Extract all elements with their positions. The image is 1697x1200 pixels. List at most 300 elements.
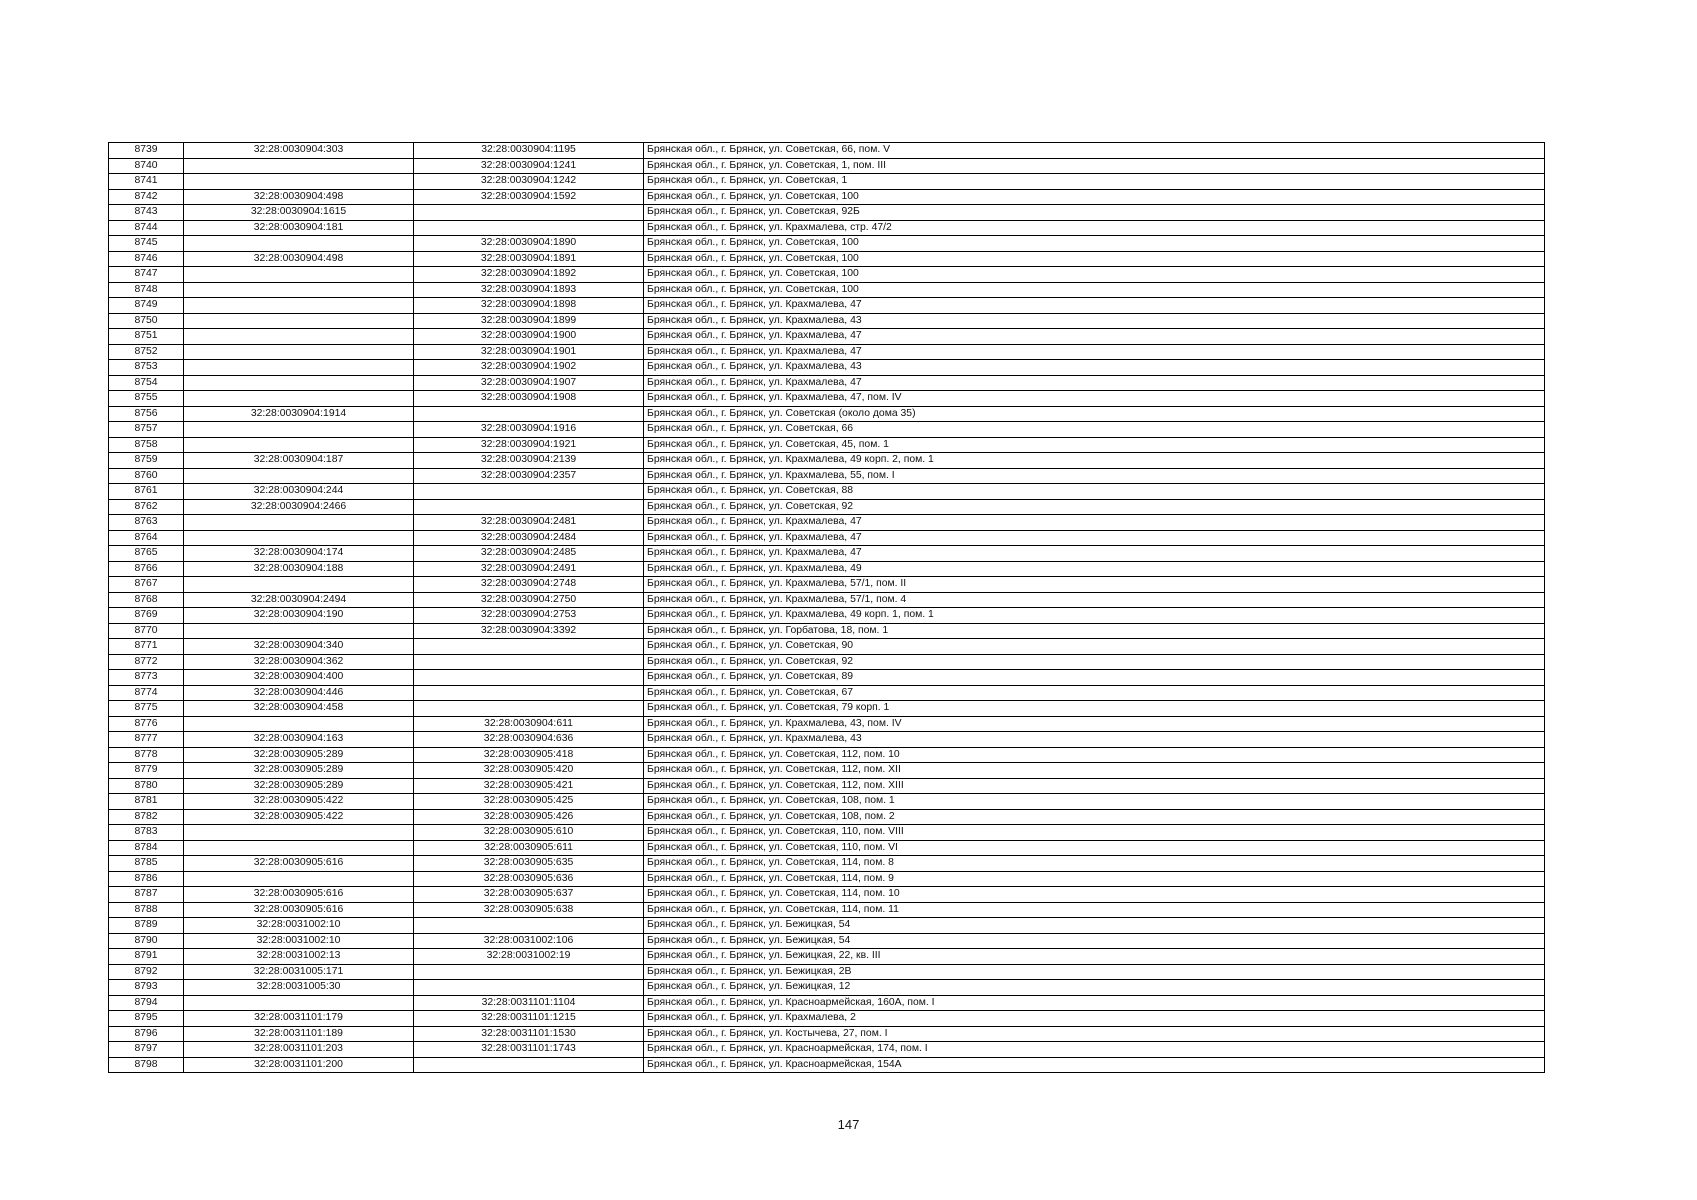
- parcel-number-cell: [184, 329, 414, 345]
- row-number-cell: 8749: [109, 298, 184, 314]
- table-row: [109, 608, 1545, 624]
- parcel-number-cell: 32:28:0031005:171: [184, 964, 414, 980]
- object-number-cell: 32:28:0030905:420: [414, 763, 644, 779]
- address-cell: Брянская обл., г. Брянск, ул. Крахмалева, 43: [644, 313, 1545, 329]
- row-number-cell: 8791: [109, 949, 184, 965]
- address-cell: Брянская обл., г. Брянск, ул. Бежицкая, 12: [644, 980, 1545, 996]
- parcel-number-cell: [184, 236, 414, 252]
- parcel-number-cell: 32:28:0030904:187: [184, 453, 414, 469]
- row-number-cell: 8761: [109, 484, 184, 500]
- object-number-cell: 32:28:0030904:2748: [414, 577, 644, 593]
- row-number-cell: 8785: [109, 856, 184, 872]
- address-cell: Брянская обл., г. Брянск, ул. Советская, 67: [644, 685, 1545, 701]
- table-row: [109, 189, 1545, 205]
- address-cell: Брянская обл., г. Брянск, ул. Крахмалева, 47: [644, 375, 1545, 391]
- table-row: [109, 143, 1545, 159]
- parcel-number-cell: 32:28:0030904:400: [184, 670, 414, 686]
- parcel-number-cell: 32:28:0030905:289: [184, 747, 414, 763]
- row-number-cell: 8759: [109, 453, 184, 469]
- table-row: [109, 763, 1545, 779]
- table-row: [109, 1057, 1545, 1073]
- row-number-cell: 8773: [109, 670, 184, 686]
- table-row: [109, 778, 1545, 794]
- parcel-number-cell: [184, 623, 414, 639]
- object-number-cell: [414, 205, 644, 221]
- table-row: [109, 391, 1545, 407]
- row-number-cell: 8792: [109, 964, 184, 980]
- table-row: [109, 329, 1545, 345]
- address-cell: Брянская обл., г. Брянск, ул. Крахмалева, 47: [644, 530, 1545, 546]
- table-row: [109, 344, 1545, 360]
- row-number-cell: 8763: [109, 515, 184, 531]
- address-cell: Брянская обл., г. Брянск, ул. Крахмалева, 47, пом. IV: [644, 391, 1545, 407]
- object-number-cell: [414, 670, 644, 686]
- table-row: [109, 995, 1545, 1011]
- object-number-cell: 32:28:0031002:106: [414, 933, 644, 949]
- address-cell: Брянская обл., г. Брянск, ул. Красноармейская, 154А: [644, 1057, 1545, 1073]
- object-number-cell: 32:28:0030904:1899: [414, 313, 644, 329]
- object-number-cell: 32:28:0030904:2750: [414, 592, 644, 608]
- address-cell: Брянская обл., г. Брянск, ул. Бежицкая, 54: [644, 918, 1545, 934]
- row-number-cell: 8743: [109, 205, 184, 221]
- object-number-cell: 32:28:0030904:2484: [414, 530, 644, 546]
- row-number-cell: 8762: [109, 499, 184, 515]
- row-number-cell: 8787: [109, 887, 184, 903]
- address-cell: Брянская обл., г. Брянск, ул. Крахмалева, 43: [644, 360, 1545, 376]
- table-row: [109, 933, 1545, 949]
- row-number-cell: 8751: [109, 329, 184, 345]
- object-number-cell: 32:28:0030904:1891: [414, 251, 644, 267]
- object-number-cell: 32:28:0031101:1530: [414, 1026, 644, 1042]
- table-row: [109, 174, 1545, 190]
- object-number-cell: [414, 654, 644, 670]
- row-number-cell: 8757: [109, 422, 184, 438]
- row-number-cell: 8772: [109, 654, 184, 670]
- row-number-cell: 8778: [109, 747, 184, 763]
- address-cell: Брянская обл., г. Брянск, ул. Крахмалева, 57/1, пом. II: [644, 577, 1545, 593]
- object-number-cell: [414, 918, 644, 934]
- row-number-cell: 8793: [109, 980, 184, 996]
- address-cell: Брянская обл., г. Брянск, ул. Крахмалева, 43, пом. IV: [644, 716, 1545, 732]
- row-number-cell: 8777: [109, 732, 184, 748]
- address-cell: Брянская обл., г. Брянск, ул. Крахмалева, 49: [644, 561, 1545, 577]
- table-row: [109, 840, 1545, 856]
- parcel-number-cell: 32:28:0030905:422: [184, 809, 414, 825]
- address-cell: Брянская обл., г. Брянск, ул. Советская, 100: [644, 251, 1545, 267]
- row-number-cell: 8769: [109, 608, 184, 624]
- object-number-cell: 32:28:0030905:637: [414, 887, 644, 903]
- row-number-cell: 8794: [109, 995, 184, 1011]
- object-number-cell: 32:28:0030904:2753: [414, 608, 644, 624]
- object-number-cell: 32:28:0030905:611: [414, 840, 644, 856]
- parcel-number-cell: [184, 267, 414, 283]
- object-number-cell: [414, 220, 644, 236]
- object-number-cell: 32:28:0030904:1900: [414, 329, 644, 345]
- parcel-number-cell: 32:28:0030904:303: [184, 143, 414, 159]
- table-row: [109, 918, 1545, 934]
- parcel-number-cell: [184, 360, 414, 376]
- object-number-cell: 32:28:0030905:638: [414, 902, 644, 918]
- table-row: [109, 468, 1545, 484]
- address-cell: Брянская обл., г. Брянск, ул. Советская, 92: [644, 499, 1545, 515]
- address-cell: Брянская обл., г. Брянск, ул. Советская, 112, пом. 10: [644, 747, 1545, 763]
- address-cell: Брянская обл., г. Брянск, ул. Крахмалева, 49 корп. 2, пом. 1: [644, 453, 1545, 469]
- row-number-cell: 8795: [109, 1011, 184, 1027]
- address-cell: Брянская обл., г. Брянск, ул. Крахмалева, 57/1, пом. 4: [644, 592, 1545, 608]
- address-cell: Брянская обл., г. Брянск, ул. Советская, 100: [644, 236, 1545, 252]
- address-cell: Брянская обл., г. Брянск, ул. Советская, 89: [644, 670, 1545, 686]
- parcel-number-cell: 32:28:0031002:13: [184, 949, 414, 965]
- row-number-cell: 8744: [109, 220, 184, 236]
- object-number-cell: [414, 980, 644, 996]
- table-row: [109, 1026, 1545, 1042]
- table-row: [109, 499, 1545, 515]
- parcel-number-cell: 32:28:0030904:163: [184, 732, 414, 748]
- row-number-cell: 8776: [109, 716, 184, 732]
- address-cell: Брянская обл., г. Брянск, ул. Советская, 45, пом. 1: [644, 437, 1545, 453]
- table-row: [109, 313, 1545, 329]
- object-number-cell: 32:28:0030905:425: [414, 794, 644, 810]
- address-cell: Брянская обл., г. Брянск, ул. Советская, 110, пом. VI: [644, 840, 1545, 856]
- row-number-cell: 8767: [109, 577, 184, 593]
- parcel-number-cell: [184, 344, 414, 360]
- table-row: [109, 949, 1545, 965]
- parcel-number-cell: [184, 577, 414, 593]
- object-number-cell: 32:28:0030904:1908: [414, 391, 644, 407]
- object-number-cell: 32:28:0030904:1890: [414, 236, 644, 252]
- address-cell: Брянская обл., г. Брянск, ул. Советская, 114, пом. 11: [644, 902, 1545, 918]
- address-cell: Брянская обл., г. Брянск, ул. Советская, 92: [644, 654, 1545, 670]
- table-row: [109, 639, 1545, 655]
- table-row: [109, 732, 1545, 748]
- parcel-number-cell: 32:28:0031005:30: [184, 980, 414, 996]
- address-cell: Брянская обл., г. Брянск, ул. Крахмалева, 43: [644, 732, 1545, 748]
- object-number-cell: 32:28:0030904:1242: [414, 174, 644, 190]
- row-number-cell: 8747: [109, 267, 184, 283]
- parcel-number-cell: [184, 995, 414, 1011]
- row-number-cell: 8786: [109, 871, 184, 887]
- row-number-cell: 8781: [109, 794, 184, 810]
- address-cell: Брянская обл., г. Брянск, ул. Советская (около дома 35): [644, 406, 1545, 422]
- address-cell: Брянская обл., г. Брянск, ул. Советская, 112, пом. XII: [644, 763, 1545, 779]
- table-body: [109, 143, 1545, 1073]
- table-row: [109, 856, 1545, 872]
- row-number-cell: 8752: [109, 344, 184, 360]
- object-number-cell: 32:28:0030904:2139: [414, 453, 644, 469]
- table-row: [109, 654, 1545, 670]
- table-row: [109, 406, 1545, 422]
- address-cell: Брянская обл., г. Брянск, ул. Горбатова, 18, пом. 1: [644, 623, 1545, 639]
- object-number-cell: [414, 499, 644, 515]
- parcel-number-cell: 32:28:0031101:203: [184, 1042, 414, 1058]
- object-number-cell: 32:28:0030904:1898: [414, 298, 644, 314]
- row-number-cell: 8784: [109, 840, 184, 856]
- row-number-cell: 8754: [109, 375, 184, 391]
- parcel-number-cell: 32:28:0031101:179: [184, 1011, 414, 1027]
- table-row: [109, 530, 1545, 546]
- row-number-cell: 8798: [109, 1057, 184, 1073]
- object-number-cell: [414, 685, 644, 701]
- row-number-cell: 8768: [109, 592, 184, 608]
- parcel-number-cell: 32:28:0030905:422: [184, 794, 414, 810]
- table-row: [109, 437, 1545, 453]
- parcel-number-cell: [184, 530, 414, 546]
- address-cell: Брянская обл., г. Брянск, ул. Советская, 100: [644, 282, 1545, 298]
- parcel-number-cell: 32:28:0030904:458: [184, 701, 414, 717]
- table-row: [109, 453, 1545, 469]
- parcel-number-cell: 32:28:0030904:340: [184, 639, 414, 655]
- object-number-cell: 32:28:0030904:636: [414, 732, 644, 748]
- table-row: [109, 236, 1545, 252]
- row-number-cell: 8753: [109, 360, 184, 376]
- parcel-number-cell: 32:28:0030904:188: [184, 561, 414, 577]
- parcel-number-cell: [184, 158, 414, 174]
- row-number-cell: 8740: [109, 158, 184, 174]
- object-number-cell: 32:28:0030904:1907: [414, 375, 644, 391]
- object-number-cell: [414, 406, 644, 422]
- row-number-cell: 8745: [109, 236, 184, 252]
- row-number-cell: 8748: [109, 282, 184, 298]
- table-row: [109, 980, 1545, 996]
- parcel-number-cell: [184, 437, 414, 453]
- address-cell: Брянская обл., г. Брянск, ул. Советская, 66: [644, 422, 1545, 438]
- address-cell: Брянская обл., г. Брянск, ул. Советская, 112, пом. XIII: [644, 778, 1545, 794]
- parcel-number-cell: 32:28:0030904:446: [184, 685, 414, 701]
- table-row: [109, 298, 1545, 314]
- object-number-cell: 32:28:0030904:611: [414, 716, 644, 732]
- object-number-cell: 32:28:0030904:1916: [414, 422, 644, 438]
- table-row: [109, 902, 1545, 918]
- object-number-cell: 32:28:0031002:19: [414, 949, 644, 965]
- parcel-number-cell: 32:28:0030904:2466: [184, 499, 414, 515]
- row-number-cell: 8774: [109, 685, 184, 701]
- parcel-number-cell: 32:28:0031002:10: [184, 933, 414, 949]
- row-number-cell: 8742: [109, 189, 184, 205]
- object-number-cell: 32:28:0030904:1195: [414, 143, 644, 159]
- table-row: [109, 1011, 1545, 1027]
- object-number-cell: 32:28:0030904:2491: [414, 561, 644, 577]
- address-cell: Брянская обл., г. Брянск, ул. Крахмалева, 47: [644, 329, 1545, 345]
- address-cell: Брянская обл., г. Брянск, ул. Советская, 100: [644, 189, 1545, 205]
- row-number-cell: 8766: [109, 561, 184, 577]
- table-row: [109, 158, 1545, 174]
- table-row: [109, 484, 1545, 500]
- row-number-cell: 8779: [109, 763, 184, 779]
- parcel-number-cell: [184, 174, 414, 190]
- parcel-number-cell: [184, 825, 414, 841]
- address-cell: Брянская обл., г. Брянск, ул. Советская, 100: [644, 267, 1545, 283]
- object-number-cell: 32:28:0031101:1104: [414, 995, 644, 1011]
- parcel-number-cell: 32:28:0030904:174: [184, 546, 414, 562]
- parcel-number-cell: 32:28:0031002:10: [184, 918, 414, 934]
- address-cell: Брянская обл., г. Брянск, ул. Красноармейская, 174, пом. I: [644, 1042, 1545, 1058]
- address-cell: Брянская обл., г. Брянск, ул. Бежицкая, 54: [644, 933, 1545, 949]
- table-row: [109, 887, 1545, 903]
- address-cell: Брянская обл., г. Брянск, ул. Советская, 90: [644, 639, 1545, 655]
- row-number-cell: 8775: [109, 701, 184, 717]
- address-cell: Брянская обл., г. Брянск, ул. Крахмалева, стр. 47/2: [644, 220, 1545, 236]
- row-number-cell: 8760: [109, 468, 184, 484]
- parcel-number-cell: 32:28:0030904:2494: [184, 592, 414, 608]
- parcel-number-cell: 32:28:0030904:190: [184, 608, 414, 624]
- parcel-number-cell: 32:28:0031101:189: [184, 1026, 414, 1042]
- table-row: [109, 716, 1545, 732]
- table-row: [109, 685, 1545, 701]
- table-row: [109, 220, 1545, 236]
- parcel-number-cell: [184, 422, 414, 438]
- parcel-number-cell: [184, 282, 414, 298]
- parcel-number-cell: [184, 375, 414, 391]
- row-number-cell: 8755: [109, 391, 184, 407]
- row-number-cell: 8765: [109, 546, 184, 562]
- parcel-number-cell: [184, 313, 414, 329]
- parcel-number-cell: [184, 716, 414, 732]
- address-cell: Брянская обл., г. Брянск, ул. Советская, 1, пом. III: [644, 158, 1545, 174]
- row-number-cell: 8783: [109, 825, 184, 841]
- table-row: [109, 809, 1545, 825]
- row-number-cell: 8782: [109, 809, 184, 825]
- address-cell: Брянская обл., г. Брянск, ул. Советская, 1: [644, 174, 1545, 190]
- object-number-cell: 32:28:0030905:636: [414, 871, 644, 887]
- object-number-cell: 32:28:0030905:426: [414, 809, 644, 825]
- parcel-number-cell: 32:28:0030904:498: [184, 189, 414, 205]
- address-cell: Брянская обл., г. Брянск, ул. Бежицкая, 2В: [644, 964, 1545, 980]
- address-cell: Брянская обл., г. Брянск, ул. Крахмалева, 47: [644, 344, 1545, 360]
- object-number-cell: 32:28:0030904:1592: [414, 189, 644, 205]
- address-cell: Брянская обл., г. Брянск, ул. Красноармейская, 160А, пом. I: [644, 995, 1545, 1011]
- table-row: [109, 251, 1545, 267]
- row-number-cell: 8758: [109, 437, 184, 453]
- parcel-number-cell: [184, 391, 414, 407]
- row-number-cell: 8756: [109, 406, 184, 422]
- parcel-number-cell: 32:28:0030904:1914: [184, 406, 414, 422]
- table-row: [109, 422, 1545, 438]
- table-row: [109, 546, 1545, 562]
- object-number-cell: 32:28:0031101:1215: [414, 1011, 644, 1027]
- row-number-cell: 8796: [109, 1026, 184, 1042]
- object-number-cell: 32:28:0030905:610: [414, 825, 644, 841]
- parcel-number-cell: 32:28:0030904:244: [184, 484, 414, 500]
- table-row: [109, 592, 1545, 608]
- object-number-cell: [414, 701, 644, 717]
- parcel-number-cell: [184, 298, 414, 314]
- address-cell: Брянская обл., г. Брянск, ул. Крахмалева, 55, пом. I: [644, 468, 1545, 484]
- address-cell: Брянская обл., г. Брянск, ул. Советская, 108, пом. 2: [644, 809, 1545, 825]
- address-cell: Брянская обл., г. Брянск, ул. Крахмалева, 47: [644, 546, 1545, 562]
- object-number-cell: [414, 639, 644, 655]
- table-row: [109, 205, 1545, 221]
- object-number-cell: 32:28:0030904:3392: [414, 623, 644, 639]
- object-number-cell: 32:28:0030904:2485: [414, 546, 644, 562]
- address-cell: Брянская обл., г. Брянск, ул. Советская, 92Б: [644, 205, 1545, 221]
- parcel-number-cell: [184, 871, 414, 887]
- row-number-cell: 8746: [109, 251, 184, 267]
- object-number-cell: 32:28:0030904:1901: [414, 344, 644, 360]
- object-number-cell: [414, 1057, 644, 1073]
- row-number-cell: 8788: [109, 902, 184, 918]
- table-row: [109, 282, 1545, 298]
- parcel-number-cell: [184, 840, 414, 856]
- table-row: [109, 670, 1545, 686]
- row-number-cell: 8741: [109, 174, 184, 190]
- address-cell: Брянская обл., г. Брянск, ул. Советская, 108, пом. 1: [644, 794, 1545, 810]
- parcel-number-cell: 32:28:0030904:498: [184, 251, 414, 267]
- table-row: [109, 701, 1545, 717]
- parcel-number-cell: 32:28:0030905:289: [184, 763, 414, 779]
- registry-table: [108, 142, 1545, 1073]
- parcel-number-cell: [184, 468, 414, 484]
- address-cell: Брянская обл., г. Брянск, ул. Крахмалева, 49 корп. 1, пом. 1: [644, 608, 1545, 624]
- row-number-cell: 8764: [109, 530, 184, 546]
- address-cell: Брянская обл., г. Брянск, ул. Костычева, 27, пом. I: [644, 1026, 1545, 1042]
- table-row: [109, 825, 1545, 841]
- table-row: [109, 375, 1545, 391]
- parcel-number-cell: 32:28:0030905:616: [184, 856, 414, 872]
- address-cell: Брянская обл., г. Брянск, ул. Советская, 114, пом. 8: [644, 856, 1545, 872]
- object-number-cell: 32:28:0030904:1921: [414, 437, 644, 453]
- page-number: 147: [837, 1117, 860, 1132]
- parcel-number-cell: 32:28:0030905:616: [184, 887, 414, 903]
- address-cell: Брянская обл., г. Брянск, ул. Советская, 110, пом. VIII: [644, 825, 1545, 841]
- object-number-cell: 32:28:0031101:1743: [414, 1042, 644, 1058]
- object-number-cell: [414, 964, 644, 980]
- parcel-number-cell: 32:28:0030905:289: [184, 778, 414, 794]
- parcel-number-cell: 32:28:0031101:200: [184, 1057, 414, 1073]
- address-cell: Брянская обл., г. Брянск, ул. Советская, 114, пом. 10: [644, 887, 1545, 903]
- row-number-cell: 8780: [109, 778, 184, 794]
- parcel-number-cell: 32:28:0030904:362: [184, 654, 414, 670]
- table-row: [109, 515, 1545, 531]
- table-row: [109, 267, 1545, 283]
- table-row: [109, 623, 1545, 639]
- address-cell: Брянская обл., г. Брянск, ул. Бежицкая, 22, кв. III: [644, 949, 1545, 965]
- parcel-number-cell: 32:28:0030904:1615: [184, 205, 414, 221]
- object-number-cell: 32:28:0030904:1893: [414, 282, 644, 298]
- table-row: [109, 360, 1545, 376]
- row-number-cell: 8750: [109, 313, 184, 329]
- table-row: [109, 747, 1545, 763]
- address-cell: Брянская обл., г. Брянск, ул. Крахмалева, 47: [644, 298, 1545, 314]
- table-row: [109, 794, 1545, 810]
- table-row: [109, 964, 1545, 980]
- row-number-cell: 8771: [109, 639, 184, 655]
- row-number-cell: 8739: [109, 143, 184, 159]
- object-number-cell: 32:28:0030904:1241: [414, 158, 644, 174]
- table-row: [109, 561, 1545, 577]
- address-cell: Брянская обл., г. Брянск, ул. Советская, 114, пом. 9: [644, 871, 1545, 887]
- object-number-cell: 32:28:0030905:421: [414, 778, 644, 794]
- object-number-cell: 32:28:0030905:635: [414, 856, 644, 872]
- object-number-cell: [414, 484, 644, 500]
- row-number-cell: 8789: [109, 918, 184, 934]
- table-row: [109, 577, 1545, 593]
- row-number-cell: 8790: [109, 933, 184, 949]
- object-number-cell: 32:28:0030904:2481: [414, 515, 644, 531]
- address-cell: Брянская обл., г. Брянск, ул. Советская, 66, пом. V: [644, 143, 1545, 159]
- parcel-number-cell: 32:28:0030904:181: [184, 220, 414, 236]
- row-number-cell: 8797: [109, 1042, 184, 1058]
- parcel-number-cell: 32:28:0030905:616: [184, 902, 414, 918]
- object-number-cell: 32:28:0030904:1892: [414, 267, 644, 283]
- address-cell: Брянская обл., г. Брянск, ул. Крахмалева, 47: [644, 515, 1545, 531]
- address-cell: Брянская обл., г. Брянск, ул. Советская, 79 корп. 1: [644, 701, 1545, 717]
- object-number-cell: 32:28:0030905:418: [414, 747, 644, 763]
- table-row: [109, 1042, 1545, 1058]
- object-number-cell: 32:28:0030904:2357: [414, 468, 644, 484]
- parcel-number-cell: [184, 515, 414, 531]
- address-cell: Брянская обл., г. Брянск, ул. Советская, 88: [644, 484, 1545, 500]
- row-number-cell: 8770: [109, 623, 184, 639]
